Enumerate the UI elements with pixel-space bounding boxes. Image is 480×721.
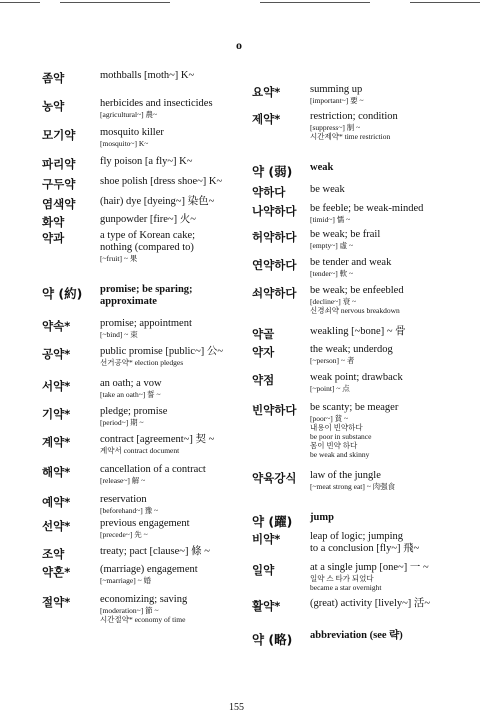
page-number: 155 [229,702,244,713]
headword: 조약 [42,547,65,561]
definition-note: [suppress~] 制 ~ [310,123,361,132]
definition [310,111,398,141]
definition-line: (great) activity [lively~] 活~ [310,598,431,609]
definition-note: [~marriage] ~ 婚 [100,576,152,585]
definition-note: 신경쇠약 nervous breakdown [310,306,400,315]
definition [100,214,196,226]
page-marker: o [236,38,242,52]
headword: 서약* [42,379,71,393]
definition-line: be weak; be frail [310,229,381,240]
definition [310,285,404,315]
definition-line: be weak [310,184,345,195]
definition [100,346,223,367]
definition-line: be weak; be enfeebled [310,285,404,296]
definition-line: previous engagement [100,518,190,529]
definition-note: [~bind] ~ 束 [100,330,138,339]
headword: 해약* [42,465,71,479]
definition-line: reservation [100,494,147,505]
definition-line: an oath; a vow [100,378,162,389]
definition [100,318,192,339]
definition-line: (hair) dye [dyeing~] 染色~ [100,196,215,207]
headword: 좀약 [42,71,65,85]
definition-note: 계약서 contract document [100,446,180,455]
definition [100,494,158,515]
definition-line: jump [310,512,334,523]
definition-note: 내용이 빈약하다 [310,423,363,432]
definition-note: 선거공약* election pledges [100,358,184,367]
section-headword: 약 (弱) [252,164,293,179]
definition [310,512,334,524]
headword: 약자 [252,345,275,359]
definition [310,257,391,278]
definition [100,594,187,624]
definition [310,630,403,642]
definition [100,546,210,558]
definition-line: (marriage) engagement [100,564,198,575]
definition-line: abbreviation (see 략) [310,630,403,641]
definition-note: be poor in substance [310,432,372,441]
definition-note: 일약 스 타가 되었다 [310,574,374,583]
definition-line: pledge; promise [100,406,168,417]
definition-line: treaty; pact [clause~] 條 ~ [100,546,210,557]
definition [100,406,167,427]
definition-note: 시간절약* economy of time [100,615,186,624]
definition-line: weak point; drawback [310,372,403,383]
headword: 약육강식 [252,471,297,485]
definition-line: weak [310,162,334,173]
headword: 나약하다 [252,204,297,218]
definition-note: 몸이 빈약 하다 [310,441,358,450]
definition-note: [period~] 期 ~ [100,418,144,427]
headword: 약하다 [252,185,286,199]
definition [100,434,214,455]
headword: 비약* [252,532,281,546]
headword: 허약하다 [252,230,297,244]
definition [310,203,423,224]
section-headword: 약 (約) [42,286,83,301]
definition [310,598,430,610]
definition-line: herbicides and insecticides [100,98,213,109]
definition [310,531,419,555]
header-rule [0,2,40,3]
headword: 화약 [42,215,65,229]
headword: 활약* [252,599,281,613]
header-rule [260,2,370,3]
definition-line: to a conclusion [fly~] 飛~ [310,543,420,554]
definition [310,402,398,459]
definition-line: summing up [310,84,363,95]
headword: 농약 [42,99,65,113]
definition [100,196,214,208]
definition [310,84,364,105]
definition-note: [release~] 解 ~ [100,476,146,485]
definition [100,378,162,399]
headword: 약속* [42,319,71,333]
definition-note: [tender~] 軟 ~ [310,269,354,278]
headword: 염색약 [42,197,76,211]
definition [100,284,193,308]
definition-line: at a single jump [one~] 一 ~ [310,562,429,573]
definition-line: shoe polish [dress shoe~] K~ [100,176,223,187]
definition [310,470,395,491]
definition-line: the weak; underdog [310,344,393,355]
definition-note: [moderation~] 節 ~ [100,606,159,615]
definition-line: be tender and weak [310,257,392,268]
headword: 약골 [252,327,275,341]
definition-line: contract [agreement~] 契 ~ [100,434,215,445]
header-rule [60,2,170,3]
headword: 연약하다 [252,258,297,272]
headword: 선약* [42,519,71,533]
definition [100,176,222,188]
headword: 예약* [42,495,71,509]
definition-note: [beforehand~] 豫 ~ [100,506,159,515]
headword: 기약* [42,407,71,421]
section-headword: 약 (略) [252,632,293,647]
headword: 파리약 [42,157,76,171]
definition-note: [poor~] 貧 ~ [310,414,349,423]
definition [100,98,213,119]
headword: 공약* [42,347,71,361]
definition-note: be weak and skinny [310,450,370,459]
definition-line: leap of logic; jumping [310,531,404,542]
definition-line: mothballs [moth~] K~ [100,70,195,81]
definition-line: economizing; saving [100,594,188,605]
definition [100,518,190,539]
definition-note: 시간제약* time restriction [310,132,391,141]
definition-note: [mosquito~] K~ [100,139,149,148]
definition-line: a type of Korean cake; [100,230,196,241]
section-headword: 약 (躍) [252,514,293,529]
definition-line: weakling [~bone] ~ 骨 [310,326,406,337]
definition-note: [take an oath~] 誓 ~ [100,390,161,399]
definition-line: approximate [100,296,157,307]
definition-note: [~meat strong eat] ~ 肉强食 [310,482,396,491]
definition [100,564,198,585]
definition [310,184,345,196]
definition [310,562,429,592]
definition-line: be feeble; be weak-minded [310,203,424,214]
headword: 약혼* [42,565,71,579]
definition-line: cancellation of a contract [100,464,206,475]
definition-note: [precede~] 先 ~ [100,530,148,539]
definition [310,344,393,365]
definition [100,156,192,168]
headword: 모기약 [42,128,76,142]
definition-note: [important~] 要 ~ [310,96,364,105]
headword: 일약 [252,563,275,577]
definition [310,162,333,174]
definition-line: be scanty; be meager [310,402,399,413]
definition-line: promise; be sparing; [100,284,193,295]
headword: 구두약 [42,177,76,191]
definition-note: became a star overnight [310,583,382,592]
headword: 요약* [252,85,281,99]
definition [310,372,403,393]
definition-line: fly poison [a fly~] K~ [100,156,193,167]
definition [310,326,406,338]
definition-note: [~point] ~ 点 [310,384,350,393]
headword: 빈약하다 [252,403,297,417]
definition-note: [decline~] 衰 ~ [310,297,357,306]
definition-line: public promise [public~] 公~ [100,346,224,357]
definition [100,464,206,485]
definition-line: restriction; condition [310,111,398,122]
definition-note: [~person] ~ 者 [310,356,355,365]
headword: 쇠약하다 [252,286,297,300]
headword: 약점 [252,373,275,387]
definition-note: [empty~] 虛 ~ [310,241,354,250]
definition-note: [timid~] 懦 ~ [310,215,351,224]
definition [100,70,194,82]
definition-note: [agricultural~] 農~ [100,110,158,119]
definition-line: promise; appointment [100,318,192,329]
definition [310,229,380,250]
headword: 계약* [42,435,71,449]
definition [100,230,195,263]
definition [100,127,164,148]
definition-line: gunpowder [fire~] 火~ [100,214,196,225]
headword: 약과 [42,231,65,245]
headword: 절약* [42,595,71,609]
headword: 제약* [252,112,281,126]
definition-line: law of the jungle [310,470,381,481]
header-rule [410,2,480,3]
definition-line: mosquito killer [100,127,164,138]
definition-note: [~fruit] ~ 果 [100,254,138,263]
definition-line: nothing (compared to) [100,242,194,253]
